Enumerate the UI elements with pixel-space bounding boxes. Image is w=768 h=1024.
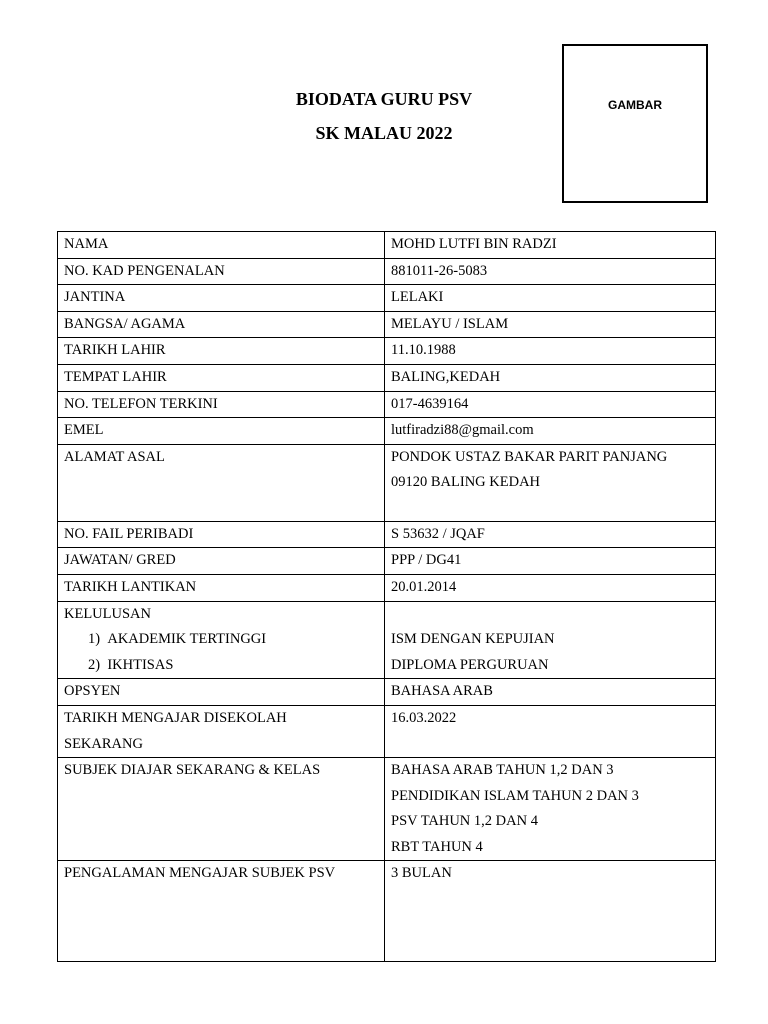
kelulusan-heading: KELULUSAN <box>64 605 151 622</box>
list-marker: 2) <box>88 656 101 673</box>
field-label: TARIKH LANTIKAN <box>58 574 385 601</box>
label-line-2: SEKARANG <box>64 735 143 752</box>
kelulusan-value-1: ISM DENGAN KEPUJIAN <box>391 631 555 648</box>
field-label: NO. TELEFON TERKINI <box>58 391 385 418</box>
field-label: NO. FAIL PERIBADI <box>58 521 385 548</box>
list-item <box>64 627 378 653</box>
field-label: PENGALAMAN MENGAJAR SUBJEK PSV <box>58 861 385 962</box>
table-row-jawatan <box>58 548 716 575</box>
field-label: NAMA <box>58 232 385 259</box>
field-label: JANTINA <box>58 285 385 312</box>
kelulusan-value-2: DIPLOMA PERGURUAN <box>391 656 549 673</box>
field-value: S 53632 / JQAF <box>385 521 716 548</box>
table-row-alamat <box>58 444 716 521</box>
table-row-tarikh-lahir <box>58 338 716 365</box>
field-value: MOHD LUTFI BIN RADZI <box>385 232 716 259</box>
field-value: 20.01.2014 <box>385 574 716 601</box>
field-label: EMEL <box>58 418 385 445</box>
field-label: OPSYEN <box>58 679 385 706</box>
field-label: TARIKH LAHIR <box>58 338 385 365</box>
field-label: ALAMAT ASAL <box>58 444 385 521</box>
address-line-1: PONDOK USTAZ BAKAR PARIT PANJANG <box>391 448 668 465</box>
field-label: SUBJEK DIAJAR SEKARANG & KELAS <box>58 758 385 861</box>
list-item <box>64 653 378 679</box>
field-value: BALING,KEDAH <box>385 364 716 391</box>
table-row-subjek <box>58 758 716 861</box>
subject-line: PSV TAHUN 1,2 DAN 4 <box>391 813 538 830</box>
table-row-mengajar <box>58 705 716 757</box>
school-title: SK MALAU 2022 <box>315 123 453 143</box>
field-value: LELAKI <box>385 285 716 312</box>
field-value <box>385 444 716 521</box>
subject-line: RBT TAHUN 4 <box>391 838 483 855</box>
biodata-table <box>57 231 716 962</box>
field-value: lutfiradzi88@gmail.com <box>385 418 716 445</box>
field-value: 3 BULAN <box>385 861 716 962</box>
table-row-tempat-lahir <box>58 364 716 391</box>
document-title: BIODATA GURU PSV <box>295 89 473 109</box>
table-row-nama <box>58 232 716 259</box>
subject-line: PENDIDIKAN ISLAM TAHUN 2 DAN 3 <box>391 787 639 804</box>
list-item-label: AKADEMIK TERTINGGI <box>107 631 267 648</box>
field-label: JAWATAN/ GRED <box>58 548 385 575</box>
list-marker: 1) <box>88 631 101 648</box>
photo-placeholder <box>562 44 708 203</box>
subject-line: BAHASA ARAB TAHUN 1,2 DAN 3 <box>391 762 614 779</box>
field-label: NO. KAD PENGENALAN <box>58 258 385 285</box>
table-row-jantina <box>58 285 716 312</box>
field-value: MELAYU / ISLAM <box>385 311 716 338</box>
table-row-fail <box>58 521 716 548</box>
table-row-bangsa <box>58 311 716 338</box>
table-row-kelulusan <box>58 601 716 679</box>
photo-label: GAMBAR <box>608 97 662 112</box>
address-line-2: 09120 BALING KEDAH <box>391 474 541 491</box>
field-label <box>58 705 385 757</box>
field-value <box>385 601 716 679</box>
table-row-opsyen <box>58 679 716 706</box>
table-row-lantikan <box>58 574 716 601</box>
field-value <box>385 758 716 861</box>
label-line-1: TARIKH MENGAJAR DISEKOLAH <box>64 709 287 726</box>
table-row-telefon <box>58 391 716 418</box>
field-value: 017-4639164 <box>385 391 716 418</box>
field-value: PPP / DG41 <box>385 548 716 575</box>
table-row-ic <box>58 258 716 285</box>
list-item-label: IKHTISAS <box>107 656 174 673</box>
table-row-emel <box>58 418 716 445</box>
field-value: 11.10.1988 <box>385 338 716 365</box>
field-label <box>58 601 385 679</box>
field-label: BANGSA/ AGAMA <box>58 311 385 338</box>
table-row-pengalaman <box>58 861 716 962</box>
field-value: 881011-26-5083 <box>385 258 716 285</box>
field-label: TEMPAT LAHIR <box>58 364 385 391</box>
field-value: 16.03.2022 <box>385 705 716 757</box>
field-value: BAHASA ARAB <box>385 679 716 706</box>
